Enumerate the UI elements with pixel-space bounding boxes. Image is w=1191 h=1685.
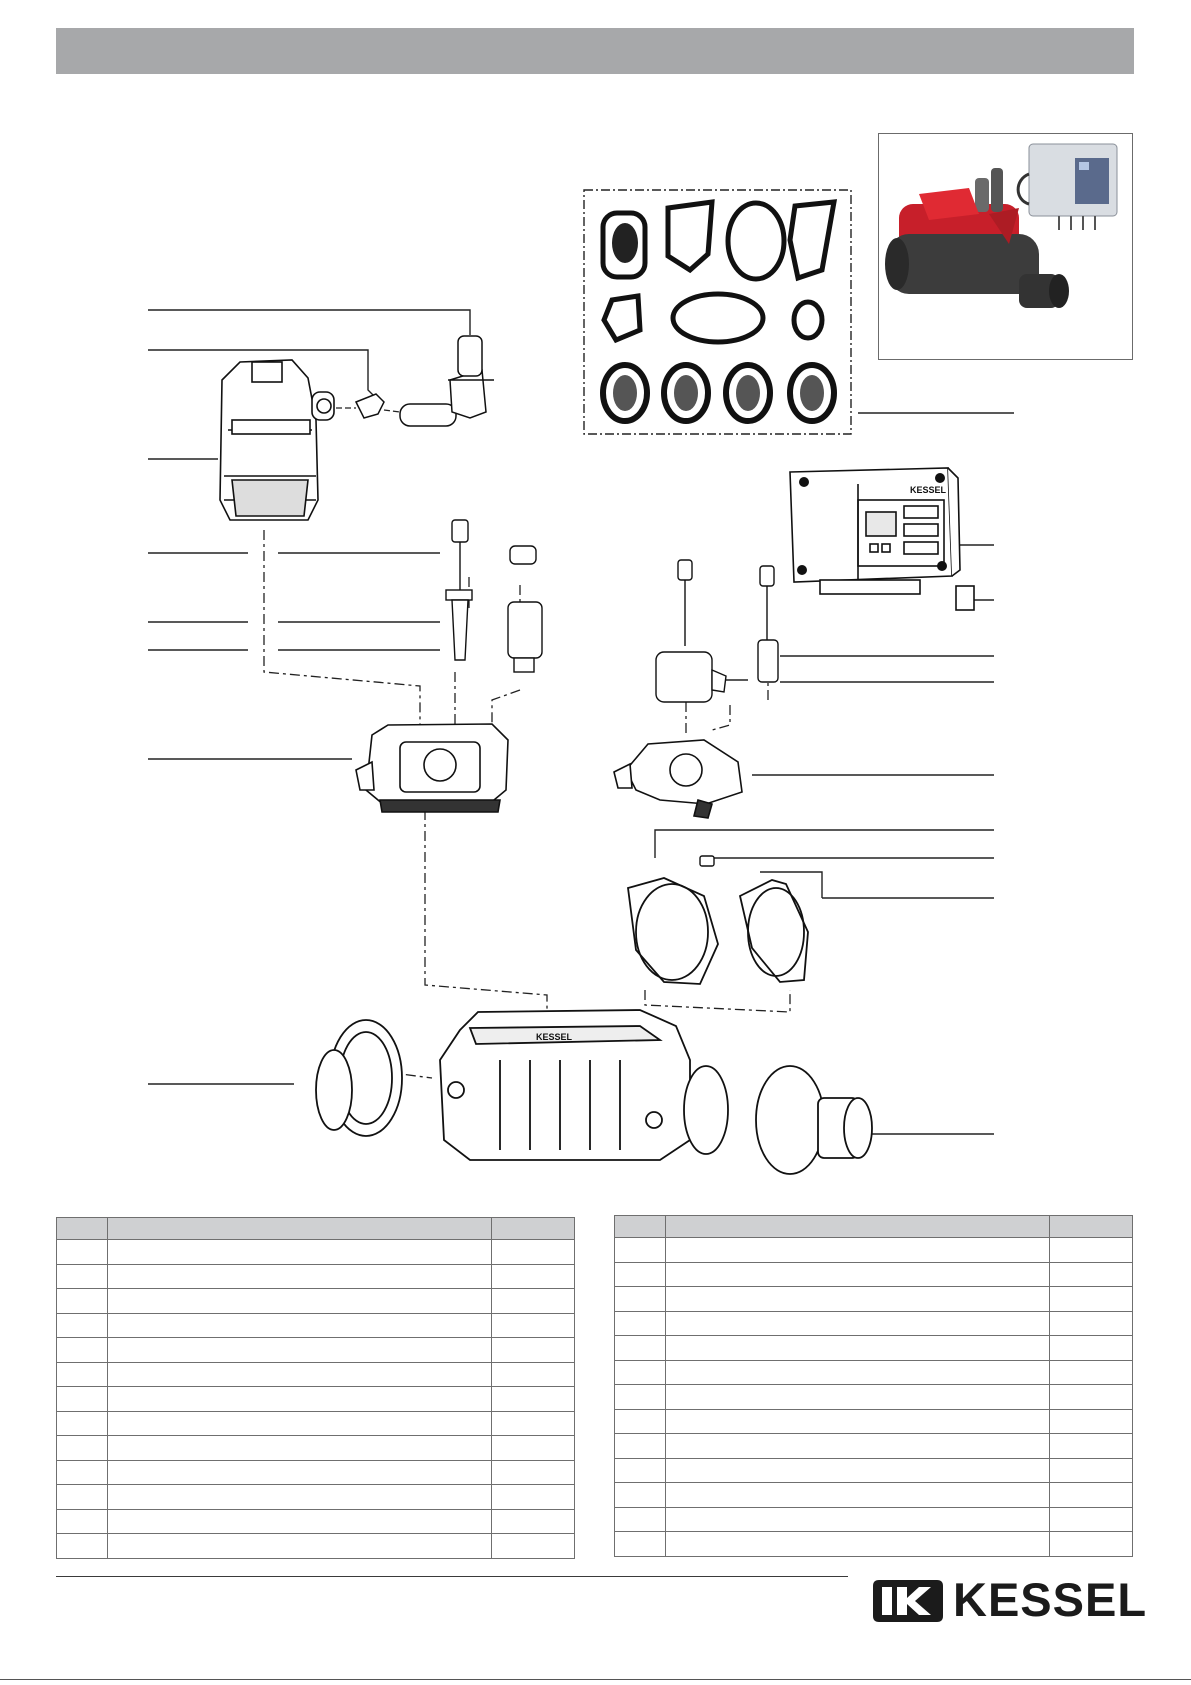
- seal-rings: [603, 365, 834, 421]
- cell-position: [57, 1436, 108, 1461]
- cell-position: [615, 1458, 666, 1483]
- cell-position: [615, 1238, 666, 1263]
- table-row: [57, 1509, 575, 1534]
- cell-position: [57, 1289, 108, 1314]
- cell-position: [615, 1385, 666, 1410]
- table-row: [57, 1338, 575, 1363]
- header-cell-position: [615, 1216, 666, 1238]
- probe-right-2: [758, 566, 778, 682]
- cell-article-number: [492, 1436, 575, 1461]
- cell-article-number: [1050, 1311, 1133, 1336]
- cell-position: [615, 1336, 666, 1361]
- kessel-logo-mark: [873, 1580, 943, 1622]
- flap-right: [740, 880, 808, 982]
- cell-description: [108, 1534, 492, 1559]
- table-row: [57, 1362, 575, 1387]
- table-row: [57, 1534, 575, 1559]
- cell-article-number: [1050, 1507, 1133, 1532]
- cell-article-number: [492, 1485, 575, 1510]
- cell-position: [615, 1287, 666, 1312]
- table-row: [57, 1485, 575, 1510]
- cell-article-number: [492, 1509, 575, 1534]
- pump-linkage: [356, 336, 494, 426]
- cell-description: [108, 1240, 492, 1265]
- table-row: [57, 1411, 575, 1436]
- cell-description: [666, 1532, 1050, 1557]
- table-row: [615, 1434, 1133, 1459]
- table-row: [615, 1336, 1133, 1361]
- cell-position: [57, 1362, 108, 1387]
- cell-description: [108, 1436, 492, 1461]
- cell-article-number: [492, 1362, 575, 1387]
- cell-position: [57, 1240, 108, 1265]
- float-switch: [508, 546, 542, 672]
- table-row: [615, 1287, 1133, 1312]
- footer-divider: [56, 1576, 848, 1577]
- table-row: [57, 1289, 575, 1314]
- cell-position: [615, 1360, 666, 1385]
- probe-right-1: [656, 560, 726, 702]
- header-cell-description: [666, 1216, 1050, 1238]
- kessel-wordmark: KESSEL: [953, 1573, 1148, 1626]
- cell-article-number: [1050, 1385, 1133, 1410]
- cell-description: [108, 1289, 492, 1314]
- cell-article-number: [1050, 1287, 1133, 1312]
- probe-left: [446, 520, 472, 660]
- cell-position: [615, 1311, 666, 1336]
- table-row: [57, 1436, 575, 1461]
- header-cell-description: [108, 1218, 492, 1240]
- cell-article-number: [1050, 1483, 1133, 1508]
- cell-position: [57, 1411, 108, 1436]
- clip-small: [700, 856, 714, 866]
- parts-table-right: [614, 1215, 1133, 1557]
- backwater-valve-photo: [879, 134, 1132, 359]
- table-row: [57, 1460, 575, 1485]
- parts-table-left-body: [57, 1240, 575, 1559]
- cell-description: [666, 1458, 1050, 1483]
- cell-description: [666, 1483, 1050, 1508]
- cell-description: [108, 1411, 492, 1436]
- cell-description: [666, 1287, 1050, 1312]
- cell-description: [666, 1385, 1050, 1410]
- table-row: [57, 1387, 575, 1412]
- cell-description: [666, 1360, 1050, 1385]
- page-bottom-edge: [0, 1679, 1191, 1680]
- cell-position: [615, 1483, 666, 1508]
- cell-article-number: [1050, 1262, 1133, 1287]
- table-row: [615, 1532, 1133, 1557]
- cell-article-number: [1050, 1336, 1133, 1361]
- cell-position: [57, 1460, 108, 1485]
- cell-description: [666, 1238, 1050, 1263]
- main-body: [440, 1010, 728, 1160]
- cell-description: [108, 1313, 492, 1338]
- cell-description: [666, 1262, 1050, 1287]
- cell-description: [108, 1264, 492, 1289]
- cell-article-number: [492, 1313, 575, 1338]
- cell-description: [666, 1507, 1050, 1532]
- table-row: [615, 1262, 1133, 1287]
- product-photo: [878, 133, 1133, 360]
- inlet-connector: [316, 1020, 402, 1136]
- table-row: [615, 1483, 1133, 1508]
- cell-article-number: [492, 1289, 575, 1314]
- cell-description: [108, 1387, 492, 1412]
- table-row: [615, 1311, 1133, 1336]
- table-row: [615, 1458, 1133, 1483]
- cell-position: [57, 1485, 108, 1510]
- cell-article-number: [492, 1411, 575, 1436]
- parts-table-right-body: [615, 1238, 1133, 1557]
- cell-article-number: [492, 1534, 575, 1559]
- table-row: [615, 1360, 1133, 1385]
- cell-article-number: [1050, 1238, 1133, 1263]
- cell-position: [57, 1313, 108, 1338]
- cell-article-number: [1050, 1409, 1133, 1434]
- cell-position: [615, 1507, 666, 1532]
- control-unit-brand: KESSEL: [910, 485, 947, 495]
- cell-description: [666, 1311, 1050, 1336]
- cell-description: [108, 1485, 492, 1510]
- table-row: [615, 1385, 1133, 1410]
- cell-article-number: [492, 1338, 575, 1363]
- table-row: [615, 1507, 1133, 1532]
- cell-position: [615, 1409, 666, 1434]
- cell-position: [615, 1262, 666, 1287]
- cell-position: [57, 1534, 108, 1559]
- cell-description: [666, 1434, 1050, 1459]
- cell-article-number: [1050, 1434, 1133, 1459]
- header-cell-position: [57, 1218, 108, 1240]
- cell-description: [108, 1338, 492, 1363]
- table-row: [57, 1240, 575, 1265]
- pump-motor: [220, 360, 334, 520]
- cell-article-number: [492, 1460, 575, 1485]
- cell-position: [57, 1509, 108, 1534]
- cell-description: [666, 1336, 1050, 1361]
- table-row: [57, 1264, 575, 1289]
- header-cell-article-number: [1050, 1216, 1133, 1238]
- header-cell-article-number: [492, 1218, 575, 1240]
- cell-description: [108, 1460, 492, 1485]
- cell-position: [57, 1264, 108, 1289]
- pump-housing: [356, 724, 508, 812]
- cell-description: [108, 1362, 492, 1387]
- cell-article-number: [1050, 1360, 1133, 1385]
- cell-article-number: [1050, 1532, 1133, 1557]
- cell-position: [615, 1434, 666, 1459]
- parts-table-left: [56, 1217, 575, 1559]
- flap-left: [628, 878, 718, 984]
- control-unit: [790, 468, 974, 610]
- cell-article-number: [1050, 1458, 1133, 1483]
- table-header-row: [57, 1218, 575, 1240]
- cell-article-number: [492, 1264, 575, 1289]
- seal-kit: [603, 202, 834, 342]
- table-row: [615, 1238, 1133, 1263]
- cell-position: [57, 1338, 108, 1363]
- cell-position: [615, 1532, 666, 1557]
- cell-position: [57, 1387, 108, 1412]
- cell-description: [666, 1409, 1050, 1434]
- outlet-connector: [756, 1066, 872, 1174]
- cell-article-number: [492, 1387, 575, 1412]
- table-header-row: [615, 1216, 1133, 1238]
- kessel-logo: [873, 1573, 1148, 1626]
- valve-housing-right: [614, 740, 742, 818]
- main-body-brand: KESSEL: [536, 1032, 573, 1042]
- cell-article-number: [492, 1240, 575, 1265]
- table-row: [615, 1409, 1133, 1434]
- cell-description: [108, 1509, 492, 1534]
- table-row: [57, 1313, 575, 1338]
